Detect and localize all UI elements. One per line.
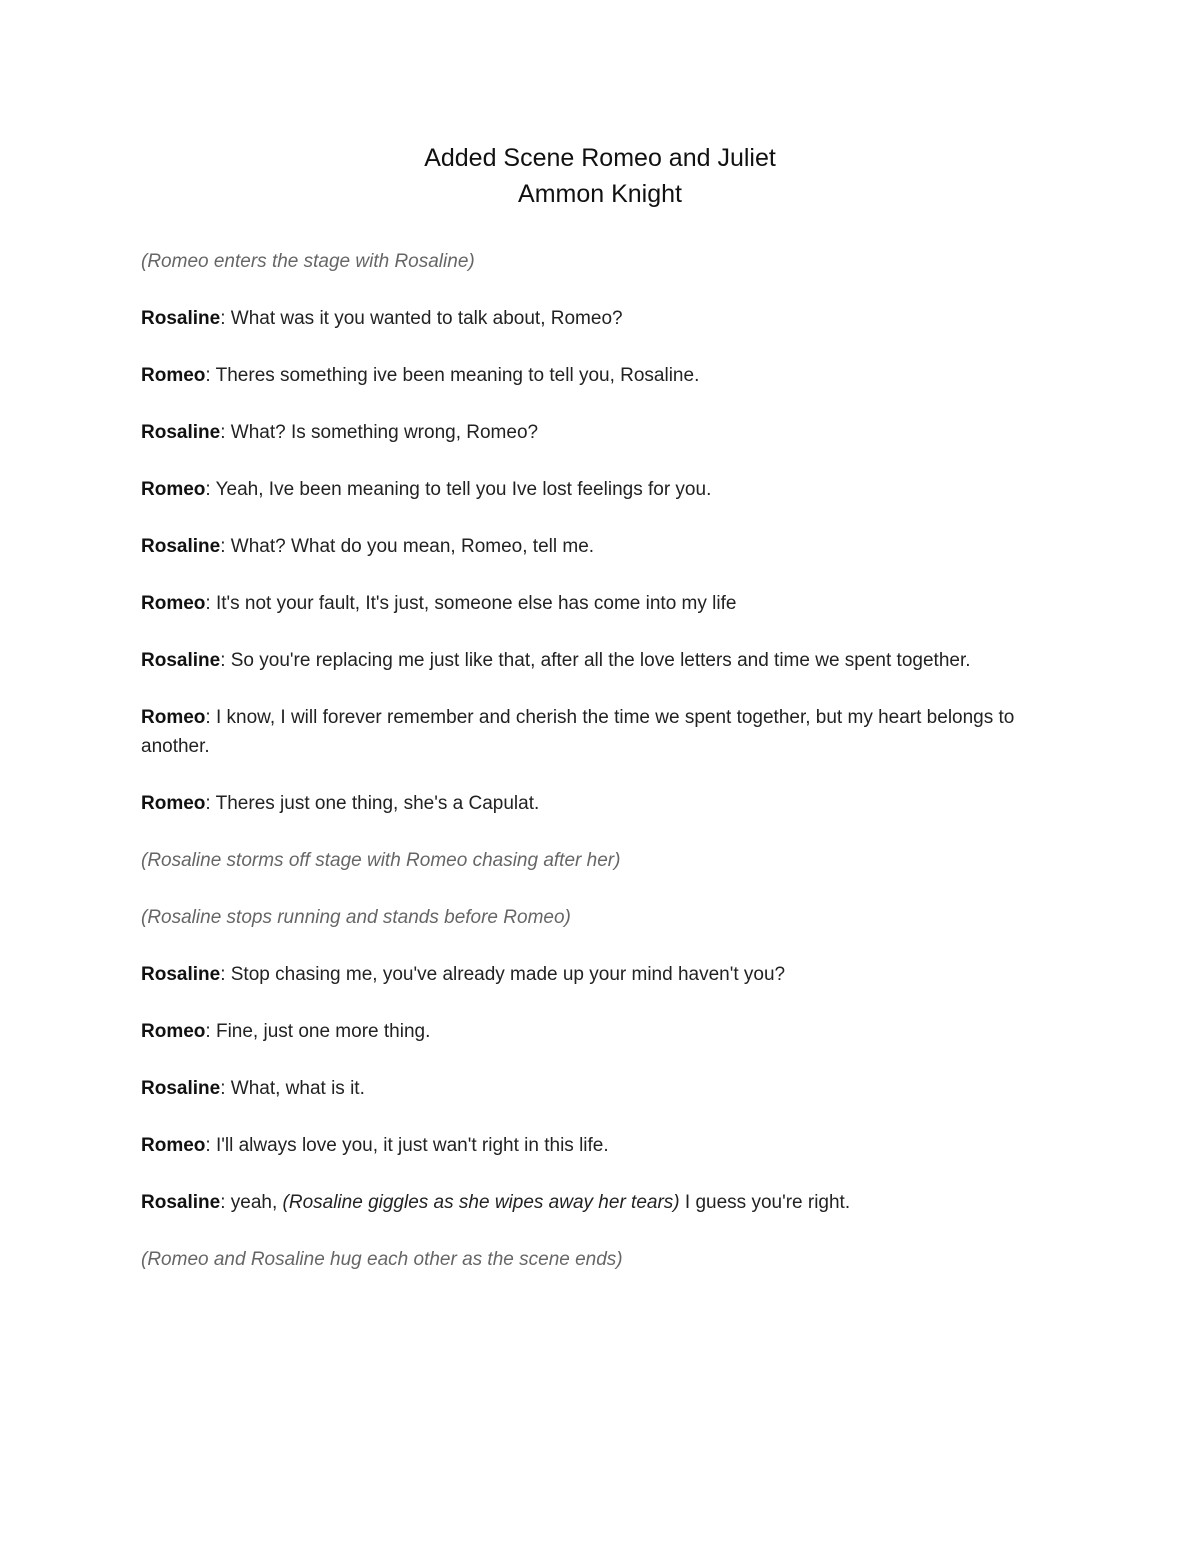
dialogue-line — [141, 960, 1041, 989]
dialogue-text: : Theres just one thing, she's a Capulat. — [205, 793, 540, 814]
dialogue-text: : So you're replacing me just like that, after all the love letters and time we spent together. — [220, 650, 971, 671]
title-block — [0, 140, 1200, 212]
dialogue-text: : What was it you wanted to talk about, Romeo? — [220, 308, 623, 329]
dialogue-text: : What, what is it. — [220, 1078, 365, 1099]
stage-direction-text: (Rosaline storms off stage with Romeo chasing after her) — [141, 850, 621, 871]
stage-direction-text: (Romeo and Rosaline hug each other as the scene ends) — [141, 1249, 623, 1270]
dialogue-line — [141, 646, 1041, 675]
speaker-name: Rosaline — [141, 536, 221, 557]
speaker-name: Romeo — [141, 593, 206, 614]
dialogue-text: : Theres something ive been meaning to tell you, Rosaline. — [205, 365, 700, 386]
dialogue-text: : I know, I will forever remember and cherish the time we spent together, but my heart belongs to another. — [141, 707, 1015, 757]
dialogue-line — [141, 1074, 1041, 1103]
speaker-name: Romeo — [141, 365, 206, 386]
stage-direction-text: (Romeo enters the stage with Rosaline) — [141, 251, 475, 272]
dialogue-text: I guess you're right. — [679, 1192, 851, 1213]
speaker-name: Romeo — [141, 1135, 206, 1156]
dialogue-line — [141, 475, 1041, 504]
dialogue-line — [141, 1017, 1041, 1046]
dialogue-text: : Yeah, Ive been meaning to tell you Ive lost feelings for you. — [205, 479, 712, 500]
speaker-name: Romeo — [141, 707, 206, 728]
dialogue-line — [141, 304, 1041, 333]
speaker-name: Rosaline — [141, 650, 221, 671]
dialogue-text: : What? What do you mean, Romeo, tell me. — [220, 536, 595, 557]
speaker-name: Romeo — [141, 479, 206, 500]
dialogue-text: : yeah, — [220, 1192, 283, 1213]
dialogue-line — [141, 418, 1041, 447]
speaker-name: Romeo — [141, 793, 206, 814]
dialogue-line — [141, 1188, 1041, 1217]
stage-direction — [141, 903, 1041, 932]
dialogue-text: : It's not your fault, It's just, someone else has come into my life — [205, 593, 737, 614]
stage-direction — [141, 846, 1041, 875]
speaker-name: Rosaline — [141, 1192, 221, 1213]
document-author: Ammon Knight — [518, 180, 682, 208]
dialogue-text: : Fine, just one more thing. — [205, 1021, 431, 1042]
script-body — [141, 247, 1041, 1302]
speaker-name: Rosaline — [141, 308, 221, 329]
dialogue-line — [141, 789, 1041, 818]
dialogue-line — [141, 589, 1041, 618]
inline-stage-direction: (Rosaline giggles as she wipes away her tears) — [282, 1192, 680, 1213]
document-title: Added Scene Romeo and Juliet — [424, 144, 776, 172]
speaker-name: Romeo — [141, 1021, 206, 1042]
stage-direction — [141, 1245, 1041, 1274]
speaker-name: Rosaline — [141, 422, 221, 443]
stage-direction-text: (Rosaline stops running and stands before Romeo) — [141, 907, 571, 928]
dialogue-text: : I'll always love you, it just wan't right in this life. — [205, 1135, 609, 1156]
dialogue-line — [141, 532, 1041, 561]
speaker-name: Rosaline — [141, 964, 221, 985]
dialogue-line — [141, 703, 1041, 761]
stage-direction — [141, 247, 1041, 276]
speaker-name: Rosaline — [141, 1078, 221, 1099]
dialogue-line — [141, 1131, 1041, 1160]
dialogue-text: : What? Is something wrong, Romeo? — [220, 422, 539, 443]
dialogue-text: : Stop chasing me, you've already made up your mind haven't you? — [220, 964, 786, 985]
dialogue-line — [141, 361, 1041, 390]
